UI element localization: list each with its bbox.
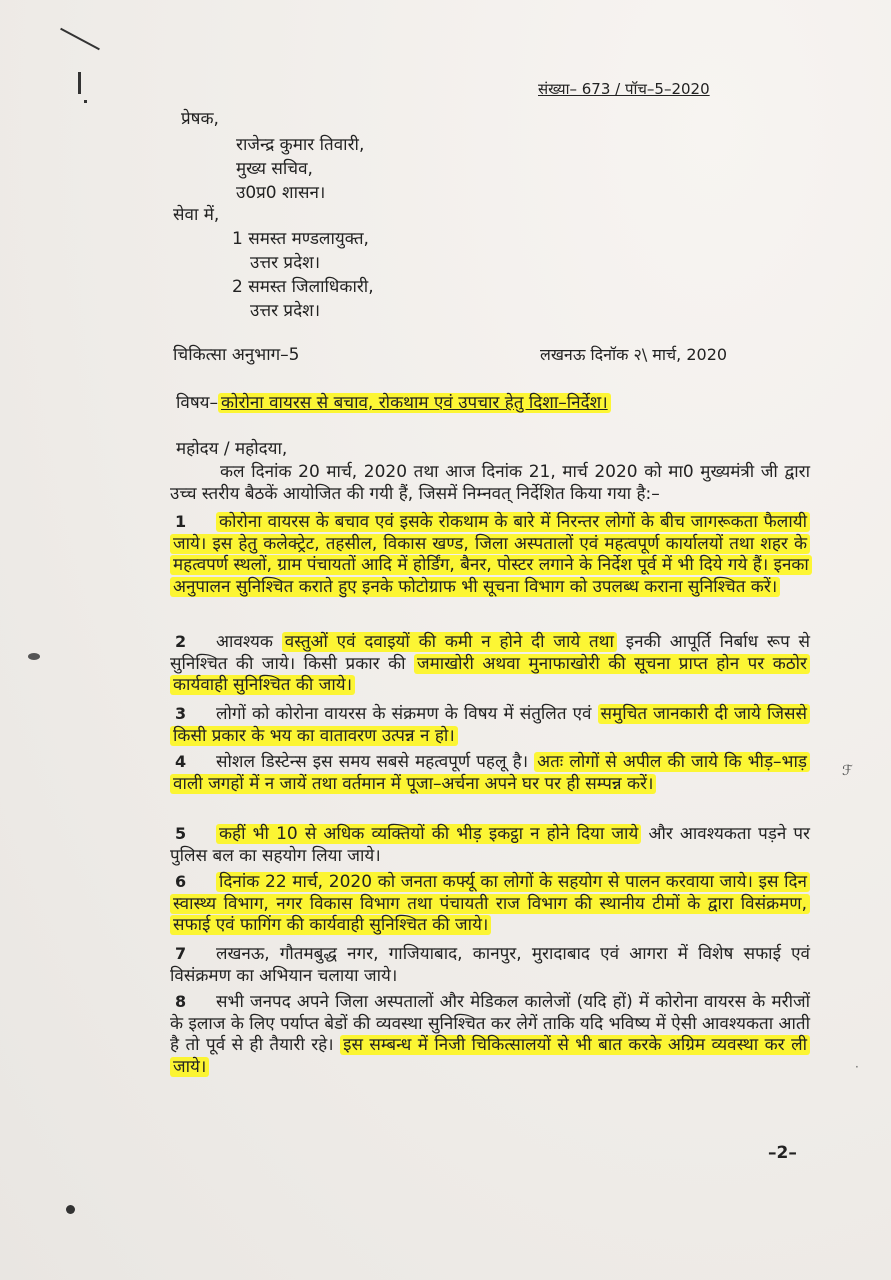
punch-hole-mark [28,653,40,660]
sender-name: राजेन्द्र कुमार तिवारी, [236,135,365,155]
point-3-text-a: लोगों को कोरोना वायरस के संक्रमण के विषय में संतुलित एवं [216,704,598,724]
subject-label: विषय– [176,393,219,413]
salutation: महोदय / महोदया, [176,439,288,459]
page-number-marker: –2– [768,1143,797,1163]
point-8-text-a: सभी जनपद अपने जिला अस्पतालों और मेडिकल कालेजों (यदि हों) में कोरोना वायरस के मरीजों के इलाज के लिए पर्याप्त बेडों की व्यवस्था सुनिश्चित कर लेगें ताकि यदि भविष्य में ऐसी आवश्यकता आती है तो पूर्व से ही तैयारी रहे। [170,992,810,1055]
recipient-1-line-2: उत्तर प्रदेश। [250,253,321,273]
point-2-highlight-b: जमाखोरी अथवा मुनाफाखोरी की सूचना प्राप्त होन पर कठोर कार्यवाही सुनिश्चित की जाये। [170,654,810,696]
sender-office: उ0प्र0 शासन। [236,183,326,203]
point-1-number: 1 [175,512,187,531]
point-2-number: 2 [175,632,187,651]
subject-text: कोरोना वायरस से बचाव, रोकथाम एवं उपचार हेतु दिशा–निर्देश। [218,393,611,413]
point-4-number: 4 [175,752,187,771]
sender-label: प्रेषक, [181,109,219,129]
point-8-number: 8 [175,992,187,1011]
point-8-text [170,992,810,1078]
recipients-label: सेवा में, [173,205,220,225]
point-8-highlight: इस सम्बन्ध में निजी चिकित्सालयों से भी बात करके अग्रिम व्यवस्था कर ली जाये। [170,1035,810,1077]
point-7-number: 7 [175,944,187,963]
point-1-highlight: कोरोना वायरस के बचाव एवं इसके रोकथाम के बारे में निरन्तर लोगों के बीच जागरूकता फैलायी जाये। इस हेतु कलेक्ट्रेट, तहसील, विकास खण्ड, जिला अस्पतालों एवं महत्वपूर्ण कार्यालयों तथा शहर के महत्वपर्ण स्थलों, ग्राम पंचायतों आदि में होर्डिंग, बैनर, पोस्टर लगाने के निर्देश पूर्व में भी दिये गये हैं। इनका अनुपालन सुनिश्चित कराते हुए इनके फोटोग्राफ भी सूचना विभाग को उपलब्ध कराना सुनिश्चित करें। [170,512,812,597]
point-5-highlight: कहीं भी 10 से अधिक व्यक्तियों की भीड़ इकट्ठा न होने दिया जाये [216,824,641,844]
subject-line [176,392,611,414]
point-5-text [170,824,810,867]
point-5-text-b: और आवश्यकता पड़ने पर पुलिस बल का सहयोग लिया जाये। [170,824,810,866]
point-5-number: 5 [175,824,187,843]
punch-hole-mark [66,1205,75,1214]
point-6-highlight: दिनांक 22 मार्च, 2020 को जनता कर्फ्यू का लोगों के सहयोग से पालन करवाया जाये। इस दिन स्वास्थ्य विभाग, नगर विकास विभाग तथा पंचायती राज विभाग की स्थानीय टीमों के द्वारा विसंक्रमण, सफाई एवं फागिंग की कार्यवाही सुनिश्चित की जाये। [170,872,810,935]
point-2-text-c: इनकी आपूर्ति निर्बाध रूप से सुनिश्चित की जाये। किसी प्रकार की [170,632,810,674]
point-3-number: 3 [175,704,187,723]
point-4-text [170,752,810,795]
pen-dot-mark [78,72,81,94]
point-6-text [170,872,810,937]
pen-stroke-mark [60,28,100,50]
margin-doodle-mark: · [855,1060,859,1074]
point-7-text: लखनऊ, गौतमबुद्ध नगर, गाजियाबाद, कानपुर, मुरादाबाद एवं आगरा में विशेष सफाई एवं विसंक्रमण का अभियान चलाया जाये। [170,944,810,986]
point-4-text-a: सोशल डिस्टेन्स इस समय सबसे महत्वपूर्ण पहलू है। [216,752,535,772]
point-2-text [170,632,810,697]
section-name: चिकित्सा अनुभाग–5 [173,345,300,365]
date-line: लखनऊ दिनॉक २\ मार्च, 2020 [540,345,728,364]
point-4-highlight: अतः लोगों से अपील की जाये कि भीड़–भाड़ वाली जगहों में न जायें तथा वर्तमान में पूजा–अर्चना अपने घर पर ही सम्पन्न करें। [170,752,810,794]
point-2-highlight-a: वस्तुओं एवं दवाइयों की कमी न होने दी जाये तथा [282,632,617,652]
intro-paragraph: कल दिनांक 20 मार्च, 2020 तथा आज दिनांक 21, मार्च 2020 को मा0 मुख्यमंत्री जी द्वारा उच्च स्तरीय बैठकें आयोजित की गयी हैं, जिसमें निम्नवत् निर्देशित किया गया है:– [170,462,810,504]
point-3-highlight: समुचित जानकारी दी जाये जिससे किसी प्रकार के भय का वातावरण उत्पन्न न हो। [170,704,810,746]
reference-number: संख्या– 673 / पॉच–5–2020 [538,80,710,98]
recipient-2-line-2: उत्तर प्रदेश। [250,301,321,321]
sender-designation: मुख्य सचिव, [236,159,313,179]
point-3-text [170,704,810,747]
recipient-2-line-1: 2 समस्त जिलाधिकारी, [232,277,374,297]
margin-doodle-mark: ℱ [842,763,854,779]
pen-dot-mark [84,100,87,103]
point-1-text [170,512,810,598]
recipient-1-line-1: 1 समस्त मण्डलायुक्त, [232,229,369,249]
point-6-number: 6 [175,872,187,891]
point-2-text-a: आवश्यक [216,632,282,652]
